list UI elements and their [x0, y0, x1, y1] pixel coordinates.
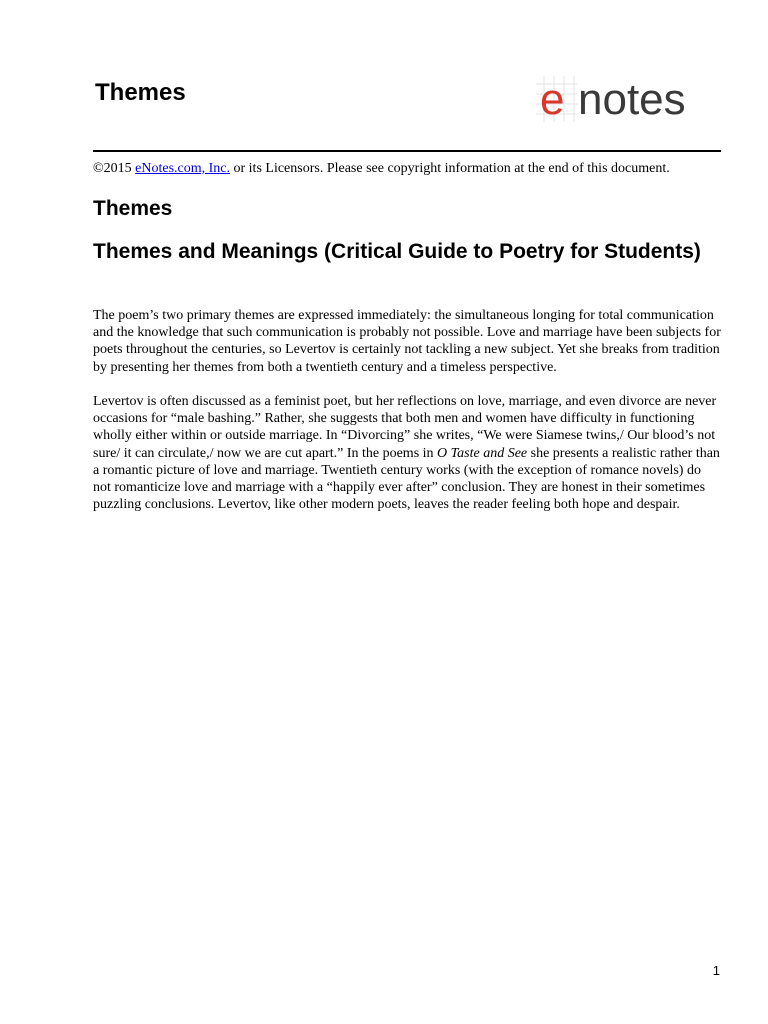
copyright-prefix: ©2015	[93, 161, 136, 176]
paragraph-2-part-2: she presents a realistic rather than a romantic picture of love and marriage. Twentieth century works (with the exception of romance novels) do not romanticize love and marriage with a “happily ever after” conclusion. They are honest in their sometimes puzzling conclusions. Levertov, like other modern poets, leaves the reader feeling both hope and despair.	[93, 445, 720, 513]
sub-title: Themes and Meanings (Critical Guide to Poetry for Students)	[93, 240, 701, 263]
paragraph-2	[93, 393, 721, 513]
header-divider	[93, 150, 721, 152]
paragraph-2-part-1: Levertov is often discussed as a feminist poet, but her reflections on love, marriage, and even divorce are never occasions for “male bashing.” Rather, she suggests that both men and women have difficulty in functioning wholly either within or outside marriage. In “Divorcing” she writes, “We were Siamese twins,/ Our blood’s not sure/ it can circulate,/ now we are cut apart.” In the poems in	[93, 394, 717, 461]
page-number: 1	[712, 963, 720, 978]
enotes-link[interactable]: eNotes.com, Inc.	[135, 161, 230, 176]
section-title: Themes	[93, 197, 173, 220]
header-title: Themes	[95, 79, 186, 106]
enotes-logo	[534, 74, 724, 124]
paragraph-1: The poem’s two primary themes are expressed immediately: the simultaneous longing for total communication and the knowledge that such communication is probably not possible. Love and marriage have been subjects for poets throughout the centuries, so Levertov is certainly not tackling a new subject. Yet she breaks from tradition by presenting her themes from both a twentieth century and a timeless perspective.	[93, 308, 721, 375]
book-title-italic: O Taste and See	[437, 445, 528, 461]
logo-letter-e: e	[540, 75, 565, 124]
logo-word: notes	[578, 75, 686, 124]
copyright-suffix: or its Licensors. Please see copyright information at the end of this document.	[230, 161, 670, 176]
copyright-line	[93, 160, 733, 178]
